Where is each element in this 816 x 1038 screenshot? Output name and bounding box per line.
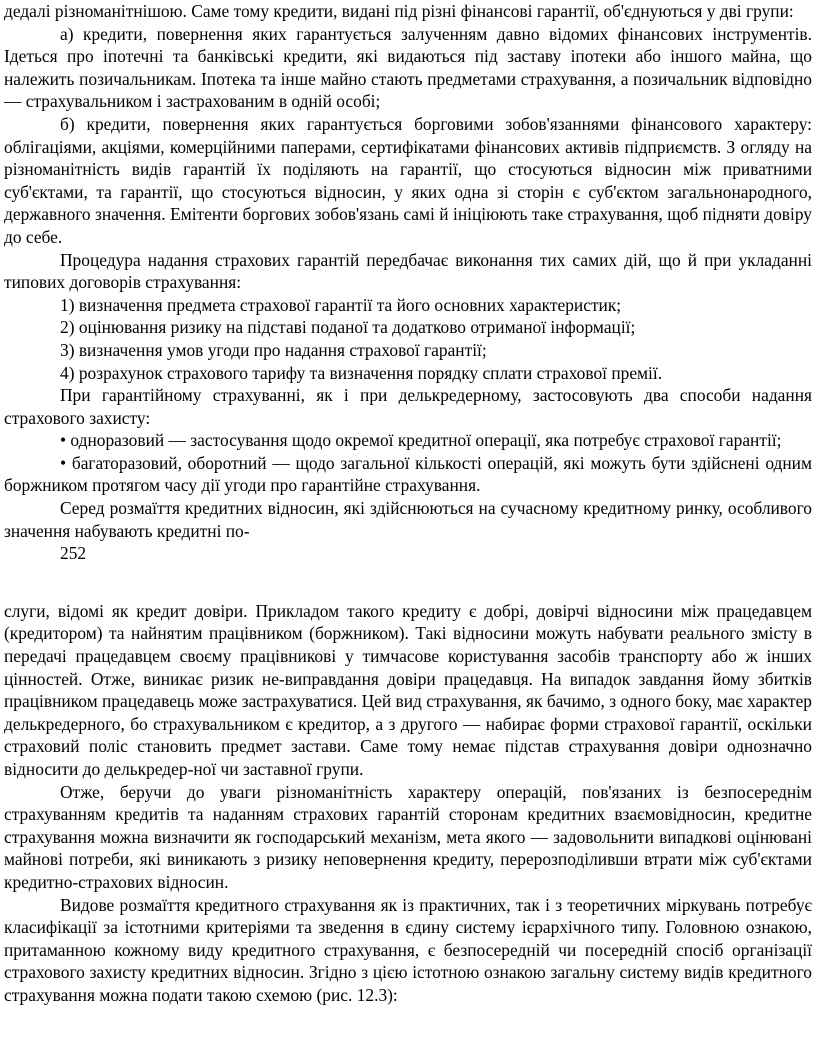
list-item-4: 4) розрахунок страхового тарифу та визначення порядку сплати страхової премії.	[60, 362, 663, 383]
page-break-gap	[4, 565, 812, 600]
paragraph-procedure: Процедура надання страхових гарантій передбачає виконання тих самих дій, що й при укладанні типових договорів страхування:	[4, 249, 812, 293]
bullet-item-one-time: • одноразовий — застосування щодо окремої кредитної операції, яка потребує страхової гарантії;	[60, 430, 782, 451]
paragraph-methods: При гарантійному страхуванні, як і при делькредерному, застосовують два способи надання страхового захисту:	[4, 385, 812, 428]
page-bottom-section	[4, 600, 812, 1007]
document-page	[4, 0, 812, 1007]
paragraph-credit-relations: Серед розмаїття кредитних відносин, які здійснюються на сучасному кредитному ринку, особливого значення набувають кредитні по-	[4, 498, 812, 541]
bullet-item-revolving: • багаторазовий, оборотний — щодо загальної кількості операцій, які можуть бути здійснені одним боржником протягом часу дії угоди про гарантійне страхування.	[4, 452, 812, 496]
page-top-section	[4, 0, 812, 565]
paragraph-continuation: дедалі різноманітнішою. Саме тому кредити, видані під різні фінансові гарантії, об'єднуються у дві групи:	[4, 1, 794, 21]
paragraph-item-a: а) кредити, повернення яких гарантується залученням давно відомих фінансових інструментів. Ідеться про іпотечні та банківські кредити, які видаються під заставу іпотеки або іншого майна, що належить позичальникам. Іпотека та інше майно стають предметами страхування, а позичальник відповідно — страхувальником і застрахованим в одній особі;	[4, 23, 812, 112]
list-item-2: 2) оцінювання ризику на підставі поданої та додатково отриманої інформації;	[60, 317, 636, 338]
list-item-1: 1) визначення предмета страхової гарантії та його основних характеристик;	[60, 294, 622, 315]
paragraph-definition: Отже, беручи до уваги різноманітність характеру операцій, пов'язаних із безпосереднім страхуванням кредитів та наданням страхових гарантій сторонам кредитних взаємовідносин, кредитне страхування можна визначити як господарський механізм, мета якого — задовольнити випадкові оцінювані майнові потреби, які виникають з ризику неповернення кредиту, перерозподіливши втрати між суб'єктами кредитно-страхових відносин.	[4, 781, 812, 892]
list-item-3: 3) визначення умов угоди про надання страхової гарантії;	[60, 339, 487, 360]
paragraph-trust-credit: слуги, відомі як кредит довіри. Прикладом такого кредиту є добрі, довірчі відносини між працедавцем (кредитором) та найнятим працівником (боржником). Такі відносини можуть набувати реального змісту в передачі працедавцем своєму працівникові у тимчасове користування засобів транспорту або ж інших цінностей. Отже, виникає ризик не-виправдання довіри працедавця. На випадок завдання йому збитків працівником працедавець може застрахуватися. Цей вид страхування, як бачимо, з одного боку, має характер делькредерного, бо страхувальником є кредитор, а з другого — набирає форми страхової гарантії, оскільки страховий поліс становить предмет застави. Саме тому немає підстав страхування довіри однозначно відносити до делькредер-ної чи заставної групи.	[4, 600, 812, 779]
page-number: 252	[60, 543, 87, 564]
paragraph-item-b: б) кредити, повернення яких гарантується борговими зобов'язаннями фінансового характеру: облігаціями, акціями, комерційними паперами, сертифікатами фінансових активів підприємств. З огляду на різноманітність видів гарантій їх поділяють на гарантії, що стосуються відносин між приватними суб'єктами, та гарантії, що стосуються відносин, у яких одна зі сторін є суб'єктом загальнонародного, державного значення. Емітенти боргових зобов'язань самі й ініціюють таке страхування, щоб підняти довіру до себе.	[4, 113, 812, 247]
paragraph-classification: Видове розмаїття кредитного страхування як із практичних, так і з теоретичних міркувань потребує класифікації за істотними критеріями та зведення в єдину систему ієрархічного типу. Головною ознакою, притаманною кожному виду кредитного страхування, є безпосередній чи посередній спосіб організації страхового захисту кредитних відносин. Згідно з цією істотною ознакою загальну систему видів кредитного страхування можна подати такою схемою (рис. 12.3):	[4, 894, 812, 1005]
